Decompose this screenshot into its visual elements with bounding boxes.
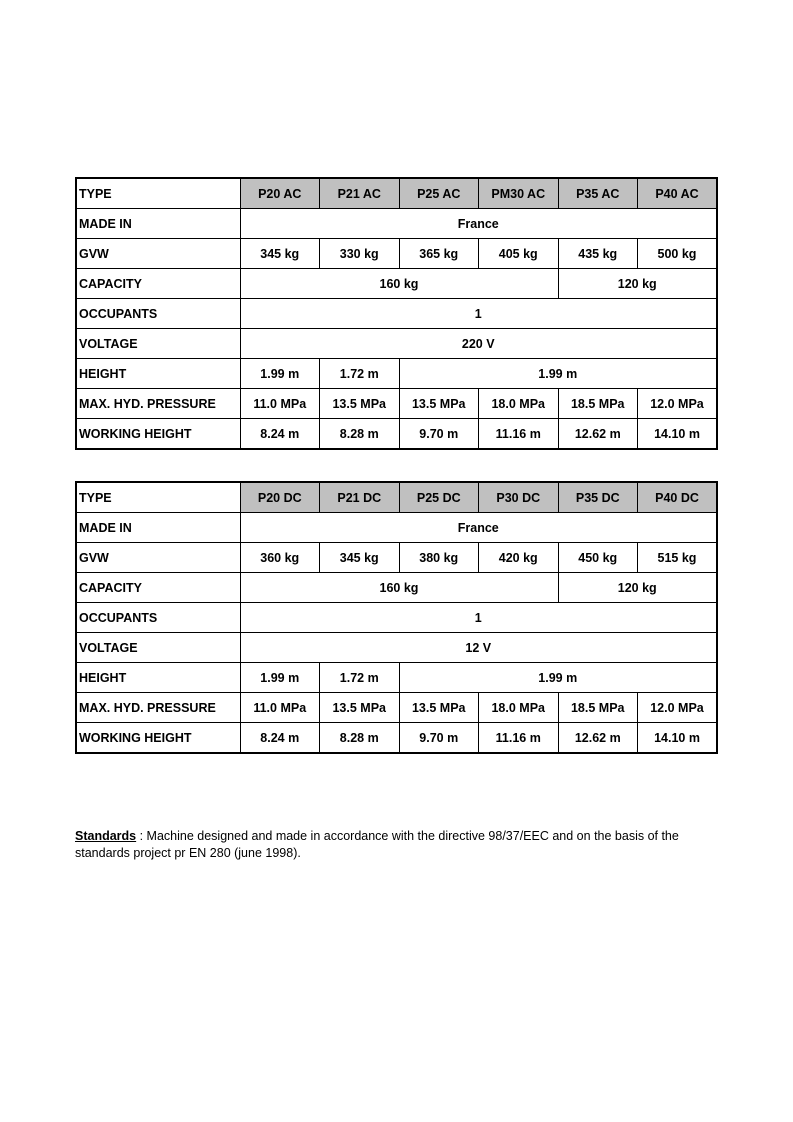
model-header: P21 AC bbox=[320, 178, 400, 209]
row-label-type: TYPE bbox=[76, 178, 240, 209]
gvw-cell: 405 kg bbox=[479, 239, 559, 269]
table-row bbox=[76, 573, 717, 603]
working-height-cell: 11.16 m bbox=[479, 723, 559, 754]
model-header: P20 AC bbox=[240, 178, 320, 209]
table-row bbox=[76, 178, 717, 209]
table-row bbox=[76, 329, 717, 359]
model-header: P35 DC bbox=[558, 482, 638, 513]
working-height-cell: 12.62 m bbox=[558, 723, 638, 754]
gvw-cell: 360 kg bbox=[240, 543, 320, 573]
gvw-cell: 330 kg bbox=[320, 239, 400, 269]
row-label-working-height: WORKING HEIGHT bbox=[76, 723, 240, 754]
height-cell: 1.72 m bbox=[320, 663, 400, 693]
model-header: P25 AC bbox=[399, 178, 479, 209]
height-cell: 1.99 m bbox=[240, 359, 320, 389]
height-cell: 1.72 m bbox=[320, 359, 400, 389]
dc-spec-table bbox=[75, 481, 718, 754]
gvw-cell: 435 kg bbox=[558, 239, 638, 269]
height-cell: 1.99 m bbox=[240, 663, 320, 693]
row-label-pressure: MAX. HYD. PRESSURE bbox=[76, 693, 240, 723]
occupants-value: 1 bbox=[240, 603, 717, 633]
capacity-cell: 120 kg bbox=[558, 269, 717, 299]
gvw-cell: 345 kg bbox=[240, 239, 320, 269]
table-row bbox=[76, 299, 717, 329]
row-label-height: HEIGHT bbox=[76, 663, 240, 693]
pressure-cell: 13.5 MPa bbox=[320, 693, 400, 723]
table-row bbox=[76, 543, 717, 573]
working-height-cell: 8.24 m bbox=[240, 419, 320, 450]
model-header: P35 AC bbox=[558, 178, 638, 209]
pressure-cell: 18.5 MPa bbox=[558, 389, 638, 419]
table-row bbox=[76, 603, 717, 633]
row-label-occupants: OCCUPANTS bbox=[76, 603, 240, 633]
model-header: P30 DC bbox=[479, 482, 559, 513]
table-row bbox=[76, 482, 717, 513]
pressure-cell: 12.0 MPa bbox=[638, 693, 718, 723]
table-row bbox=[76, 389, 717, 419]
pressure-cell: 11.0 MPa bbox=[240, 389, 320, 419]
model-header: PM30 AC bbox=[479, 178, 559, 209]
row-label-capacity: CAPACITY bbox=[76, 573, 240, 603]
standards-label: Standards bbox=[75, 829, 137, 843]
table-row bbox=[76, 663, 717, 693]
capacity-cell: 120 kg bbox=[558, 573, 717, 603]
pressure-cell: 12.0 MPa bbox=[638, 389, 718, 419]
gvw-cell: 380 kg bbox=[399, 543, 479, 573]
made-in-value: France bbox=[240, 513, 717, 543]
working-height-cell: 9.70 m bbox=[399, 419, 479, 450]
model-header: P40 DC bbox=[638, 482, 718, 513]
table-row bbox=[76, 513, 717, 543]
voltage-value: 220 V bbox=[240, 329, 717, 359]
capacity-cell: 160 kg bbox=[240, 269, 558, 299]
table-row bbox=[76, 359, 717, 389]
gvw-cell: 515 kg bbox=[638, 543, 718, 573]
gvw-cell: 345 kg bbox=[320, 543, 400, 573]
row-label-capacity: CAPACITY bbox=[76, 269, 240, 299]
working-height-cell: 8.24 m bbox=[240, 723, 320, 754]
table-row bbox=[76, 209, 717, 239]
pressure-cell: 18.5 MPa bbox=[558, 693, 638, 723]
pressure-cell: 13.5 MPa bbox=[320, 389, 400, 419]
row-label-height: HEIGHT bbox=[76, 359, 240, 389]
table-row bbox=[76, 633, 717, 663]
working-height-cell: 14.10 m bbox=[638, 723, 718, 754]
pressure-cell: 13.5 MPa bbox=[399, 693, 479, 723]
pressure-cell: 11.0 MPa bbox=[240, 693, 320, 723]
table-row bbox=[76, 693, 717, 723]
capacity-cell: 160 kg bbox=[240, 573, 558, 603]
working-height-cell: 9.70 m bbox=[399, 723, 479, 754]
model-header: P25 DC bbox=[399, 482, 479, 513]
row-label-gvw: GVW bbox=[76, 543, 240, 573]
pressure-cell: 18.0 MPa bbox=[479, 389, 559, 419]
working-height-cell: 8.28 m bbox=[320, 723, 400, 754]
table-row bbox=[76, 239, 717, 269]
gvw-cell: 450 kg bbox=[558, 543, 638, 573]
model-header: P20 DC bbox=[240, 482, 320, 513]
standards-note bbox=[75, 828, 725, 862]
height-cell: 1.99 m bbox=[399, 359, 717, 389]
standards-text: : Machine designed and made in accordance with the directive 98/37/EEC and on the basis of the standards project pr EN 280 (june 1998). bbox=[75, 829, 679, 860]
gvw-cell: 365 kg bbox=[399, 239, 479, 269]
table-row bbox=[76, 269, 717, 299]
working-height-cell: 8.28 m bbox=[320, 419, 400, 450]
row-label-pressure: MAX. HYD. PRESSURE bbox=[76, 389, 240, 419]
working-height-cell: 12.62 m bbox=[558, 419, 638, 450]
working-height-cell: 11.16 m bbox=[479, 419, 559, 450]
pressure-cell: 18.0 MPa bbox=[479, 693, 559, 723]
row-label-made-in: MADE IN bbox=[76, 513, 240, 543]
table-row bbox=[76, 723, 717, 754]
row-label-working-height: WORKING HEIGHT bbox=[76, 419, 240, 450]
height-cell: 1.99 m bbox=[399, 663, 717, 693]
pressure-cell: 13.5 MPa bbox=[399, 389, 479, 419]
table-row bbox=[76, 419, 717, 450]
row-label-occupants: OCCUPANTS bbox=[76, 299, 240, 329]
row-label-voltage: VOLTAGE bbox=[76, 633, 240, 663]
ac-spec-table bbox=[75, 177, 718, 450]
row-label-gvw: GVW bbox=[76, 239, 240, 269]
gvw-cell: 500 kg bbox=[638, 239, 718, 269]
made-in-value: France bbox=[240, 209, 717, 239]
row-label-made-in: MADE IN bbox=[76, 209, 240, 239]
row-label-type: TYPE bbox=[76, 482, 240, 513]
gvw-cell: 420 kg bbox=[479, 543, 559, 573]
row-label-voltage: VOLTAGE bbox=[76, 329, 240, 359]
working-height-cell: 14.10 m bbox=[638, 419, 718, 450]
model-header: P21 DC bbox=[320, 482, 400, 513]
voltage-value: 12 V bbox=[240, 633, 717, 663]
occupants-value: 1 bbox=[240, 299, 717, 329]
model-header: P40 AC bbox=[638, 178, 718, 209]
